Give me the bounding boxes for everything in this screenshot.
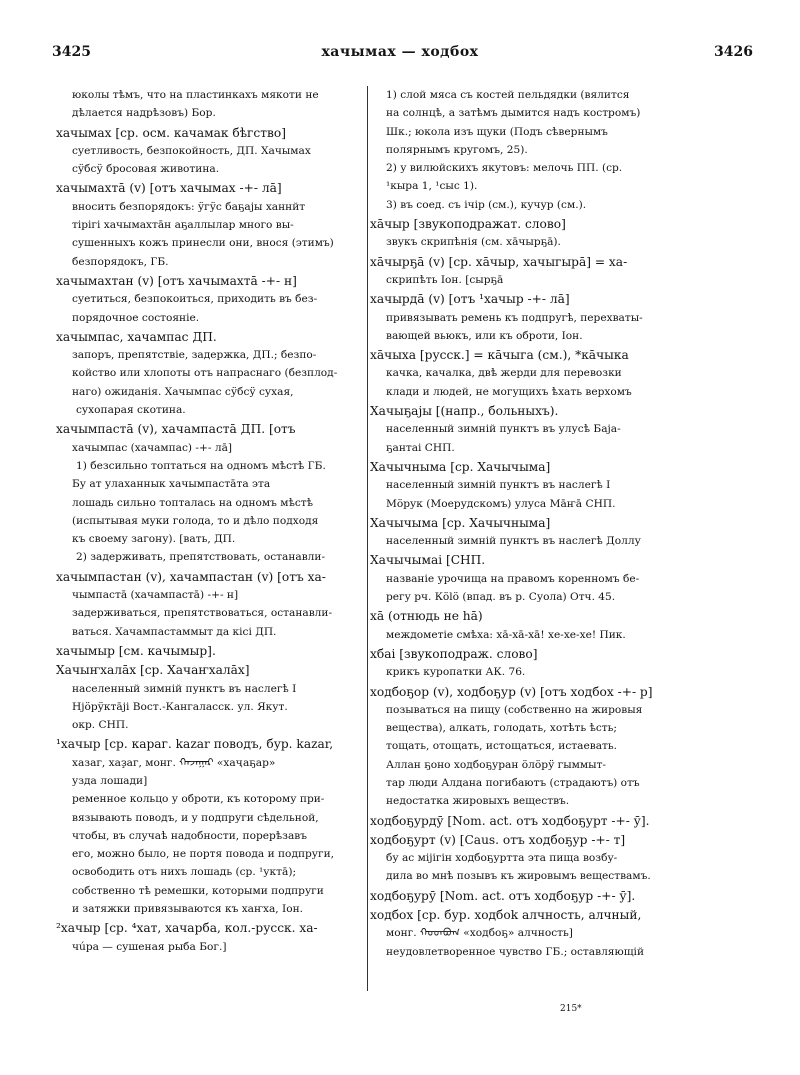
entry-text-line: регу рч. Кӧlӧ (впад. въ р. Суола) Отч. 45. [386,591,616,604]
entry-text-line: чымпастā (хачампастā) -+- н] [72,589,239,602]
dictionary-entry [370,831,670,886]
entry-text-line: ҕантаі СНП. [386,441,455,454]
entry-text-line: юколы тѣмъ, что на пластинкахъ мякоти не [72,89,319,101]
entry-text-line: на солнцѣ, а затѣмъ дымится надъ костромъ) [386,107,641,120]
entry-headword-line: Хачыҥхалāх [ср. Хачаҥхалāх] [56,663,250,678]
entry-text-line: 3) въ соед. съ ічір (см.), кучур (см.). [386,198,587,211]
entry-headword-line: хачымахтā (v) [отъ хачымах -+- лā] [56,181,282,196]
entry-text-line: недостатка жировыхъ веществъ. [386,795,570,808]
dictionary-entry [370,812,670,830]
entry-text-line: освободить отъ нихъ лошадь (ср. ¹уктā); [72,866,297,879]
entry-text-line: порядочное состоянiе. [72,311,200,324]
dictionary-entry [370,887,670,905]
entry-headword-line: ходбох [ср. бур. ходбоk алчность, алчный, [370,908,642,923]
entry-text-line: суетливость, безпокойность, ДП. Хачымах [72,144,311,157]
dictionary-entry [370,906,670,961]
printer-signature: 215* [560,1004,582,1014]
entry-headword-line: хāчырҕā (v) [ср. хāчыр, хачыгырā] = ха- [370,254,628,269]
left-column [56,86,366,1016]
entry-headword-line: хā (отнюдь не һā) [370,609,483,624]
dictionary-entry [370,402,670,457]
entry-text-line: хачымпас (хачампас) -+- лā] [72,441,233,454]
page-number-right: 3426 [714,44,753,60]
entry-headword-line: хачымпастā (v), хачампастā ДП. [отъ [56,422,296,437]
dictionary-entry [56,642,366,660]
entry-text-line: Бу ат улаханнык хачымпастāта эта [72,478,271,491]
entry-headword-line: хбаі [звукоподраж. слово] [370,646,538,661]
entry-text-line: узда лошади] [72,774,148,787]
dictionary-entry [56,919,366,956]
entry-text-line: населенный зимнiй пунктъ въ наслегѣ I [72,682,297,695]
dictionary-entry [56,124,366,179]
dictionary-entry [56,86,366,123]
dictionary-entry [370,290,670,345]
running-title: хачымах — ходбох [321,44,479,60]
dictionary-entry [56,568,366,641]
dictionary-entry [370,607,670,644]
dictionary-entry [370,458,670,513]
entry-text-line: и затяжки привязываются къ хаҥха, Іон. [72,903,304,916]
entry-text-line: (испытывая муки голода, то и дѣло подходя [72,514,319,527]
column-divider [367,86,368,991]
entry-headword-line: Хачычымаі [СНП. [370,553,486,568]
entry-text-line: сухопарая скотина. [76,404,186,417]
entry-text-line: ваться. Хачампастаммыт да кісі ДП. [72,625,277,638]
entry-text-line: ременное кольцо у оброти, къ которому при- [72,793,325,806]
dictionary-entry [370,683,670,811]
entry-text-line: звукъ скрипѣнiя (см. хāчырҕā). [386,236,561,249]
entry-text-line: вещества), алкать, голодать, хотѣть ѣсть; [386,722,617,735]
dictionary-entry [56,420,366,566]
entry-text-line: Мӧрук (Моерудскомъ) улуса Мāҥā СНП. [386,497,616,510]
entry-text-line: дила во мнѣ позывъ къ жировымъ веществамъ. [386,870,651,883]
entry-headword-line: ходбоҕурт (v) [Caus. отъ ходбоҕур -+- т] [370,832,626,847]
entry-text-line: междометiе смѣха: хā-хā-хā! хе-хе-хе! Пик. [386,628,626,641]
entry-headword-line: Хачычыма [ср. Хачычныма] [370,515,551,530]
entry-headword-line: хачырдā (v) [отъ ¹хачыр -+- лā] [370,292,570,307]
entry-text-line: вающей вьюкъ, или къ оброти, Іон. [386,329,583,342]
entry-text-line: населенный зимнiй пунктъ въ наслегѣ I [386,479,611,492]
dictionary-entry [56,661,366,734]
entry-headword-line: хачымпас, хачампас ДП. [56,329,217,344]
entry-text-line: скрипѣть Іон. [сырҕā [386,273,504,286]
entry-text-line: сушенныхъ кожъ принесли они, внося (этимъ) [72,237,334,250]
page-header [0,44,800,68]
entry-headword-line: Хачычныма [ср. Хачычыма] [370,459,551,474]
dictionary-entry [56,179,366,270]
entry-headword-line: хачымыр [см. качымыр]. [56,643,216,658]
dictionary-entry [370,253,670,290]
entry-text-line: 1) слой мяса съ костей пельдядки (вялится [386,89,630,101]
entry-text-line: полярнымъ кругомъ, 25). [386,143,528,156]
entry-headword-line: ²хачыр [ср. ⁴хат, хачарба, кол.-русск. ха- [56,921,318,936]
entry-text-line: бу ас міјігін ходбоҕуртта эта пища возбу- [386,852,618,865]
entry-text-line: ¹кыра 1, ¹сыс 1). [386,180,478,193]
entry-text-line: собственно тѣ ремешки, которыми подпруги [72,884,324,897]
entry-text-line: привязывать ремень къ подпругѣ, перехваты- [386,311,643,324]
entry-text-line: Нјӧрӱктāјі Вост.-Кангаласск. ул. Якут. [72,700,288,713]
entry-text-line: позываться на пищу (собственно на жировыя [386,703,643,716]
entry-text-line: населенный зимнiй пунктъ въ улусѣ Баја- [386,423,621,436]
entry-headword-line: ¹хачыр [ср. караг. kazar поводъ, бур. kazar, [56,737,334,752]
right-column [370,86,670,1016]
entry-text-line: окр. СНП. [72,719,129,732]
entry-headword-line: хачымахтан (v) [отъ хачымахтā -+- н] [56,273,297,288]
entry-text-line: безпорядокъ, ГБ. [72,255,169,268]
entry-text-line: клади и людей, не могущихъ ѣхать верхомъ [386,385,632,398]
entry-text-line: дѣлается надрѣзовъ) Бор. [72,107,216,120]
entry-text-line: вязывають поводъ, и у подпруги сѣдельной, [72,811,319,824]
dictionary-entry [56,735,366,918]
entry-text-line: койство или хлопоты отъ напраснаго (безплод- [72,367,338,380]
entry-text-line: сӱбсӱ бросовая животина. [72,163,220,176]
entry-headword-line: хачымах [ср. осм. качамак бѣгство] [56,125,286,140]
entry-text-line: тар люди Алдана погибаютъ (страдаютъ) отъ [386,776,640,789]
entry-text-line: лошадь сильно топталась на одномъ мѣстѣ [72,496,314,509]
entry-text-line: качка, качалка, двѣ жерди для перевозки [386,367,622,380]
entry-text-line: тощать, отощать, истощаться, истаевать. [386,740,618,753]
entry-text-line: Аллан ҕоно ходбоҕуран ӧлӧрӱ гыммыт- [386,758,607,771]
entry-text-line: вносить безпорядокъ: ӱгӱс баҕајы ханнйт [72,200,306,213]
entry-text-line: 1) безсильно топтаться на одномъ мѣстѣ ГБ. [76,459,326,472]
entry-text-line: задерживаться, препятствоваться, останавли- [72,607,333,620]
entry-text-line: чúра — сушеная рыба Бог.] [72,940,227,953]
entry-text-line: неудовлетворенное чувство ГБ.; оставляющiй [386,945,645,958]
entry-text-line: 2) у вилюйскихъ якутовъ: мелочь ПП. (ср. [386,162,623,175]
entry-text-line: крикъ куропатки АК. 76. [386,666,526,679]
entry-text-line: хазаг, хаҙаг, монг. ᠬᠠᠵᠠᠭᠠᠷ «хаҷаҕар» [72,756,276,769]
entry-text-line: его, можно было, не портя повода и подпруги, [72,848,335,861]
entry-headword-line: хачымпастан (v), хачампастан (v) [отъ ха- [56,569,326,584]
dictionary-entry [370,551,670,606]
entry-headword-line: ходбоҕор (v), ходбоҕур (v) [отъ ходбох -+- р] [370,684,653,699]
dictionary-entry [370,215,670,252]
entry-text-line: 2) задерживать, препятствовать, останавли- [76,551,326,564]
entry-text-line: къ своему загону). [вать, ДП. [72,533,236,546]
entry-headword-line: хāчыр [звукоподражат. слово] [370,217,566,232]
entry-text-line: тірігі хачымахтāн аҕаллылар много вы- [72,219,294,232]
entry-text-line: наго) ожиданiя. Хачымпас сӱбсӱ сухая, [72,385,294,398]
entry-text-line: запоръ, препятствiе, задержка, ДП.; безпо- [72,349,317,362]
entry-text-line: Шк.; юкола изъ щуки (Подъ сѣвернымъ [386,125,608,138]
entry-headword-line: Хачыҕајы [(напр., больныхъ). [370,404,559,419]
dictionary-entry [56,328,366,419]
dictionary-entry [56,272,366,327]
dictionary-entry [370,514,670,551]
dictionary-entry [370,86,670,214]
dictionary-entry [370,645,670,682]
entry-headword-line: ходбоҕурдӯ [Nom. act. отъ ходбоҕурт -+- ӯ]. [370,813,650,828]
entry-text-line: населенный зимнiй пунктъ въ наслегѣ Доллу [386,535,641,548]
entry-text-line: чтобы, въ случаѣ надобности, порерѣзавъ [72,829,307,842]
entry-text-line: названiе урочища на правомъ коренномъ бе- [386,572,640,585]
entry-text-line: монг. ᠬᠣᠳᠪᠣᠭ «ходбоҕ» алчность] [386,927,573,940]
page-number-left: 3425 [52,44,91,60]
entry-headword-line: хāчыха [русск.] = кāчыга (см.), *кāчыка [370,348,629,363]
entry-text-line: суетиться, безпокоиться, приходить въ без- [72,293,318,306]
entry-headword-line: ходбоҕурӯ [Nom. act. отъ ходбоҕур -+- ӯ]. [370,888,636,903]
dictionary-entry [370,346,670,401]
